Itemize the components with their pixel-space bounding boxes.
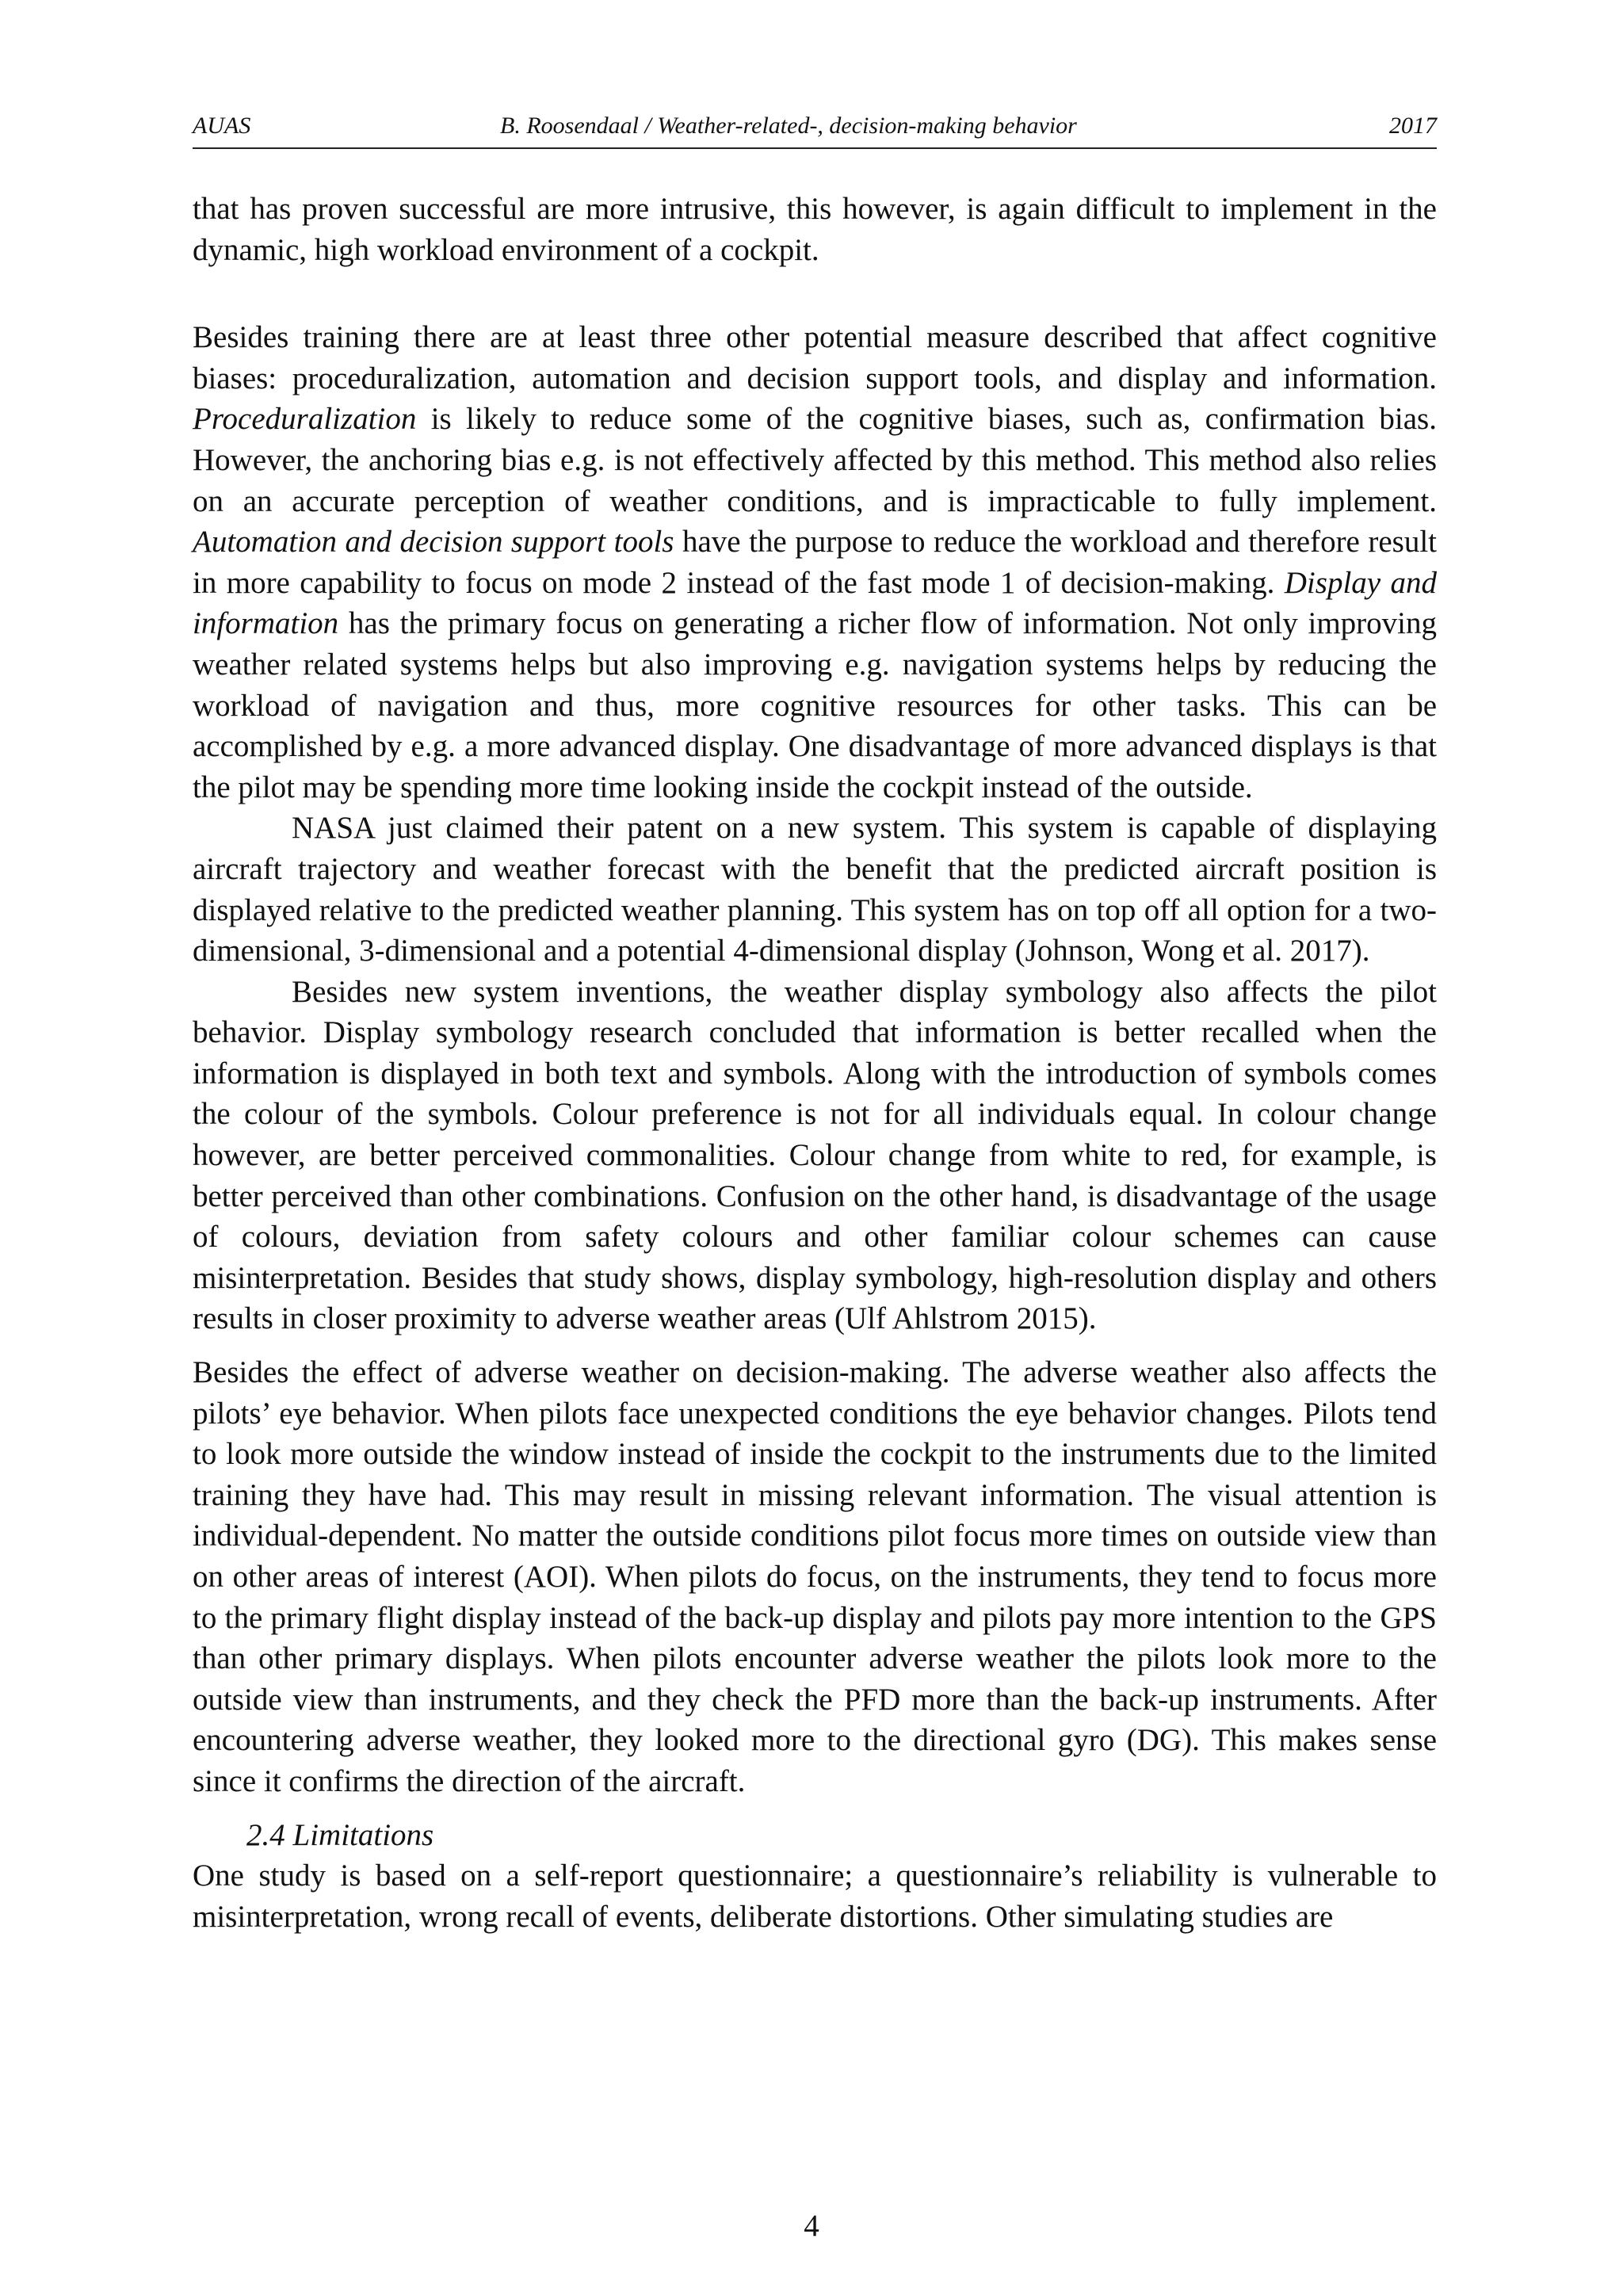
- paragraph-eye-behavior: Besides the effect of adverse weather on decision-making. The adverse weather also affects the pilots’ eye behavior. When pilots face unexpected conditions the eye behavior changes. Pilots tend to look more outside the window instead of inside the cockpit to the instruments due to the limited training they have had. This may result in missing relevant information. The visual attention is individual-dependent. No matter the outside conditions pilot focus more times on outside view than on other areas of interest (AOI). When pilots do focus, on the instruments, they tend to focus more to the primary flight display instead of the back-up display and pilots pay more intention to the GPS than other primary displays. When pilots encounter adverse weather the pilots look more to the outside view than instruments, and they check the PFD more than the back-up instruments. After encountering adverse weather, they looked more to the directional gyro (DG). This makes sense since it confirms the direction of the aircraft.: [193, 1355, 1437, 1798]
- text-segment: Besides training there are at least three other potential measure described that affect cognitive biases: proceduralization, automation and decision support tools, and display and information.: [193, 320, 1437, 395]
- header-journal: AUAS: [193, 113, 251, 139]
- paragraph-display-symbology: Besides new system inventions, the weather display symbology also affects the pilot behavior. Display symbology research concluded that information is better recalled when the information is displayed in both text and symbols. Along with the introduction of symbols comes the colour of the symbols. Colour preference is not for all individuals equal. In colour change however, are better perceived commonalities. Colour change from white to red, for example, is better perceived than other combinations. Confusion on the other hand, is disadvantage of the usage of colours, deviation from safety colours and other familiar colour schemes can cause misinterpretation. Besides that study shows, display symbology, high-resolution display and others results in closer proximity to adverse weather areas (Ulf Ahlstrom 2015).: [193, 974, 1437, 1336]
- text-segment: has the primary focus on generating a richer flow of information. Not only improving weather related systems helps but also improving e.g. navigation systems helps by reducing the workload of navigation and thus, more cognitive resources for other tasks. This can be accomplished by e.g. a more advanced display. One disadvantage of more advanced displays is that the pilot may be spending more time looking inside the cockpit instead of the outside.: [193, 606, 1437, 804]
- text-segment: have the purpose to reduce the workload and therefore result in more capability to focus on mode 2 instead of the fast mode 1 of decision-making.: [193, 525, 1437, 600]
- paragraph-continuation: that has proven successful are more intrusive, this however, is again difficult to implement in the dynamic, high workload environment of a cockpit.: [193, 192, 1437, 267]
- text-segment: is likely to reduce some of the cognitive biases, such as, confirmation bias. However, the anchoring bias e.g. is not effectively affected by this method. This method also relies on an accurate perception of weather conditions, and is impracticable to fully implement.: [193, 402, 1437, 518]
- body-text: [193, 189, 1437, 1937]
- section-heading: 2.4 Limitations: [246, 1817, 434, 1852]
- page-number: 4: [804, 2209, 819, 2243]
- header-year: 2017: [1389, 113, 1437, 139]
- term-proceduralization: Proceduralization: [193, 402, 417, 437]
- term-display-information: Display and information: [193, 565, 1437, 641]
- running-header: [193, 111, 1437, 149]
- paragraph-nasa-patent: NASA just claimed their patent on a new system. This system is capable of displaying aircraft trajectory and weather forecast with the benefit that the predicted aircraft position is displayed relative to the predicted weather planning. This system has on top off all option for a two-dimensional, 3-dimensional and a potential 4-dimensional display (Johnson, Wong et al. 2017).: [193, 811, 1437, 968]
- header-author-title: B. Roosendaal / Weather-related-, decision-making behavior: [500, 113, 1077, 139]
- paragraph-limitations: One study is based on a self-report questionnaire; a questionnaire’s reliability is vulnerable to misinterpretation, wrong recall of events, deliberate distortions. Other simulating studies are: [193, 1859, 1437, 1934]
- term-automation-tools: Automation and decision support tools: [193, 525, 674, 560]
- paragraph-mitigation-measures: [193, 317, 1437, 808]
